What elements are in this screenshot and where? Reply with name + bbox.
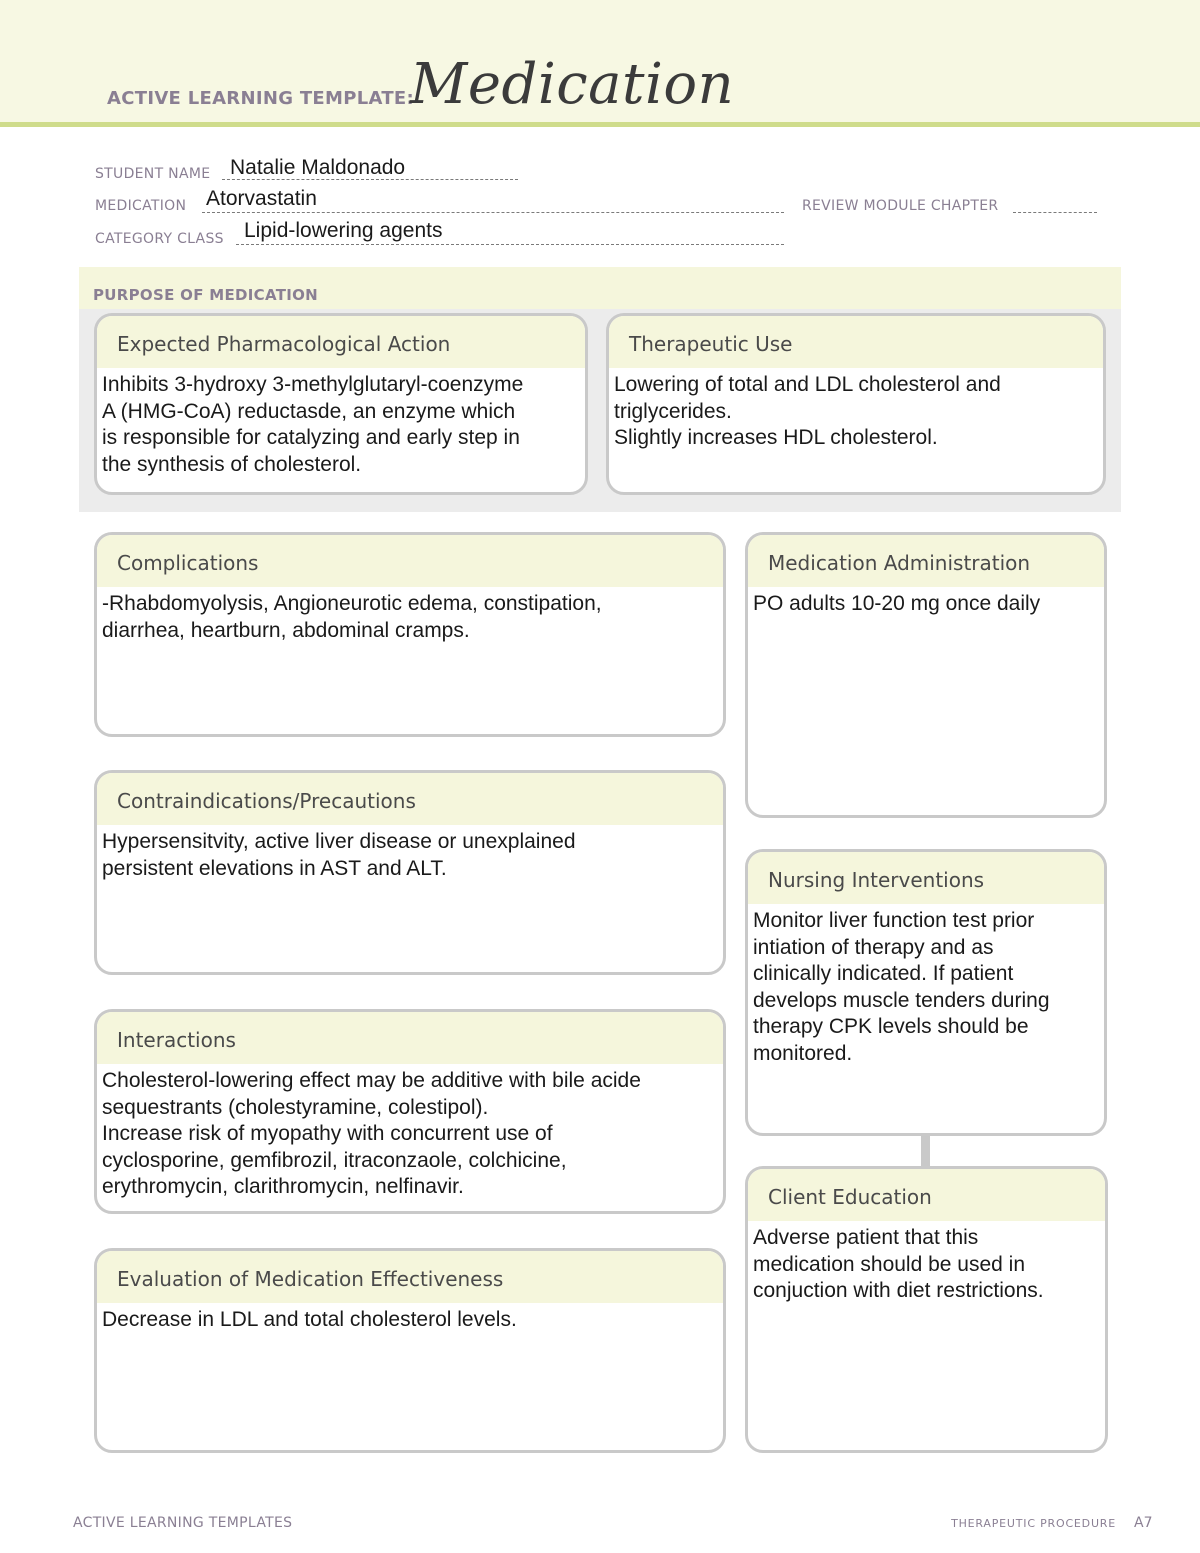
interactions-text[interactable]: Cholesterol-lowering effect may be additive with bile acide sequestrants (cholestyramine, colestipol). Increase risk of myopathy with concurrent use of cyclosporine, gemfibrozil, itraconzaole, colchicine, erythromycin, clarithromycin, nelfinavir. [102,1069,641,1198]
administration-box [745,532,1107,818]
nursing-interventions-text[interactable]: Monitor liver function test prior intiation of therapy and as clinically indicated. If patient develops muscle tenders during therapy CPK levels should be monitored. [753,909,1050,1065]
interactions-box [94,1009,726,1214]
footer-title: ACTIVE LEARNING TEMPLATES [73,1515,293,1531]
purpose-label: PURPOSE OF MEDICATION [93,286,319,304]
review-module-line [1013,211,1097,213]
expected-action-text[interactable]: Inhibits 3-hydroxy 3-methylglutaryl-coenzyme A (HMG-CoA) reductasde, an enzyme which is responsible for catalyzing and early step in the synthesis of cholesterol. [102,373,524,476]
evaluation-title: Evaluation of Medication Effectiveness [97,1251,723,1303]
student-name-label: STUDENT NAME [95,166,211,182]
expected-action-box [94,313,588,495]
review-module-label: REVIEW MODULE CHAPTER [802,198,999,214]
medication-label: MEDICATION [95,198,187,214]
evaluation-text[interactable]: Decrease in LDL and total cholesterol levels. [102,1308,517,1331]
contraindications-text[interactable]: Hypersensitvity, active liver disease or unexplained persistent elevations in AST and ALT. [102,830,576,880]
complications-title: Complications [97,535,723,587]
therapeutic-use-title: Therapeutic Use [609,316,1103,368]
category-class-field[interactable]: Lipid-lowering agents [244,219,443,242]
evaluation-box [94,1248,726,1453]
nursing-interventions-title: Nursing Interventions [748,852,1104,904]
complications-box [94,532,726,737]
category-class-label: CATEGORY CLASS [95,231,224,247]
footer-section: THERAPEUTIC PROCEDURE [951,1517,1116,1530]
contraindications-box [94,770,726,975]
therapeutic-use-text[interactable]: Lowering of total and LDL cholesterol and triglycerides. Slightly increases HDL cholesterol. [614,373,1001,449]
student-name-field[interactable]: Natalie Maldonado [230,156,406,179]
box-connector [921,1136,930,1166]
client-education-text[interactable]: Adverse patient that this medication should be used in conjuction with diet restrictions. [753,1226,1044,1302]
medication-line [202,211,784,213]
page-title: Medication [410,52,735,117]
interactions-title: Interactions [97,1012,723,1064]
category-class-line [236,243,784,245]
header-divider [0,122,1200,127]
template-label: ACTIVE LEARNING TEMPLATE: [107,88,414,109]
medication-field[interactable]: Atorvastatin [206,187,317,210]
administration-text[interactable]: PO adults 10-20 mg once daily [753,592,1041,615]
client-education-box [745,1166,1108,1453]
therapeutic-use-box [606,313,1106,495]
contraindications-title: Contraindications/Precautions [97,773,723,825]
expected-action-title: Expected Pharmacological Action [97,316,585,368]
complications-text[interactable]: -Rhabdomyolysis, Angioneurotic edema, constipation, diarrhea, heartburn, abdominal cramps. [102,592,602,642]
administration-title: Medication Administration [748,535,1104,587]
client-education-title: Client Education [748,1169,1105,1221]
nursing-interventions-box [745,849,1107,1136]
footer-page-number: A7 [1134,1515,1153,1531]
